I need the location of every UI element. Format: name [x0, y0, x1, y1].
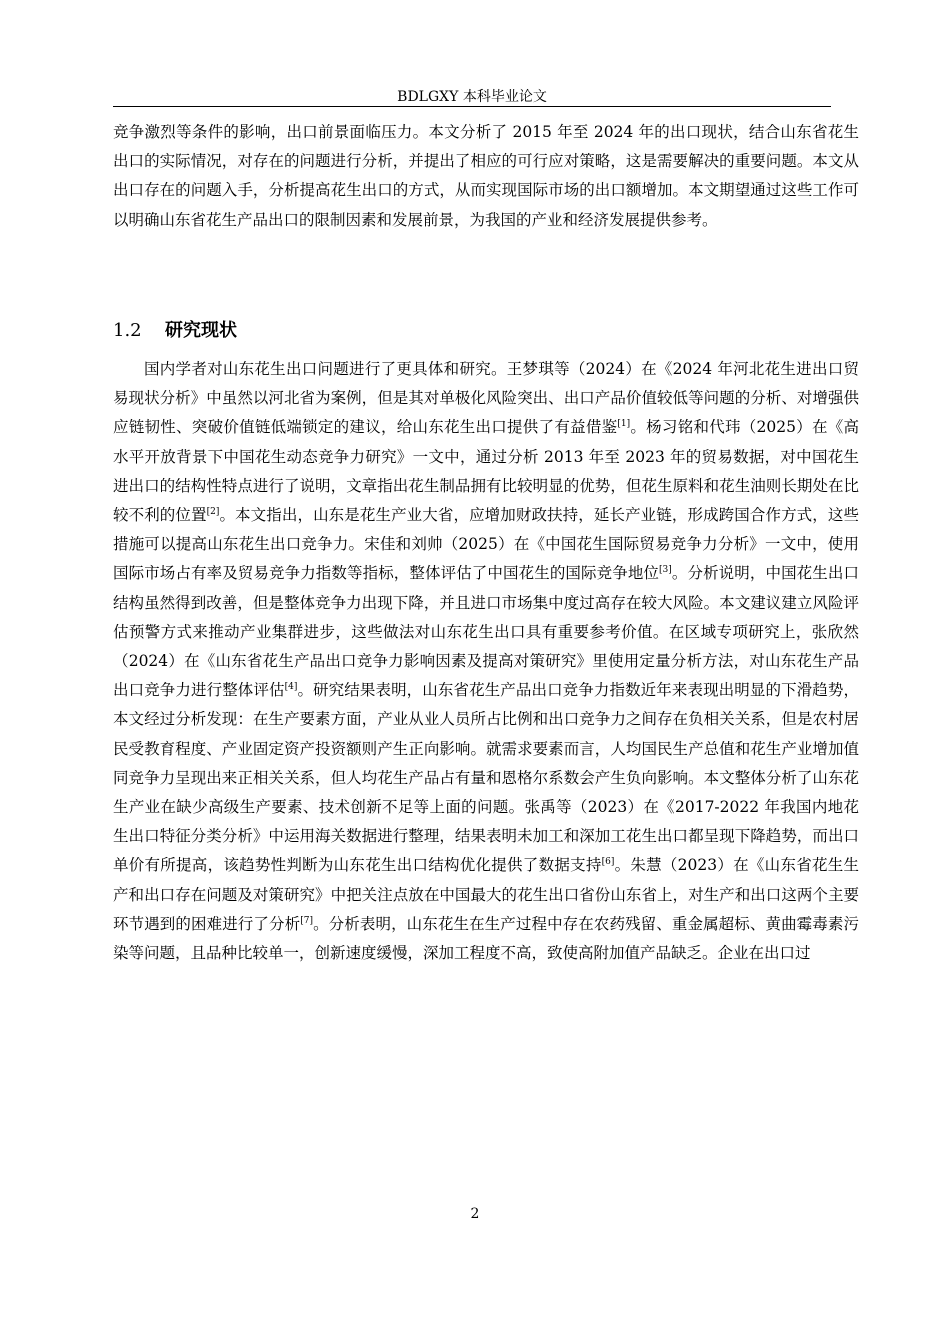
text-segment: 。朱慧（2023）在《山东省花生生产和出口存在问题及对策研究》中把关注点放在中国最大的花生出口省份山东省上，对生产和出口这两个主要环节遇到的困难进行了分析 — [113, 856, 859, 933]
intro-paragraph-block — [113, 118, 859, 235]
page-number: 2 — [470, 1206, 480, 1222]
citation-ref: [7] — [300, 915, 313, 926]
citation-ref: [2] — [206, 507, 220, 518]
citation-ref: [6] — [601, 857, 615, 868]
citation-ref: [1] — [617, 419, 631, 430]
text-segment: 。杨习铭和代玮（2025）在《高水平开放背景下中国花生动态竞争力研究》一文中，通过分析 2013 年至 2023 年的贸易数据，对中国花生进出口的结构性特点进行了说明，文章指出花生制品拥有比较明显的优势，但花生原料和花生油则长期处在比较不利的位置 — [113, 418, 859, 525]
header-divider — [113, 106, 831, 107]
main-paragraph — [113, 355, 859, 968]
citation-ref: [4] — [284, 682, 298, 693]
section-number: 1.2 — [113, 320, 142, 341]
text-segment: 。研究结果表明，山东省花生产品出口竞争力指数近年来表现出明显的下滑趋势，本文经过分析发现：在生产要素方面，产业从业人员所占比例和出口竞争力之间存在负相关关系，但是农村居民受教育程度、产业固定资产投资额则产生正向影响。就需求要素而言，人均国民生产总值和花生产业增加值同竞争力呈现出来正相关关系，但人均花生产品占有量和恩格尔系数会产生负向影响。本文整体分析了山东花生产业在缺少高级生产要素、技术创新不足等上面的问题。张禹等（2023）在《2017-2022 年我国内地花生出口特征分类分析》中运用海关数据进行整理，结果表明未加工和深加工花生出口都呈现下降趋势，而出口单价有所提高，该趋势性判断为山东花生出口结构优化提供了数据支持 — [113, 681, 859, 875]
intro-paragraph: 竞争激烈等条件的影响，出口前景面临压力。本文分析了 2015 年至 2024 年的出口现状，结合山东省花生出口的实际情况，对存在的问题进行分析，并提出了相应的可行应对策略，这是需要解决的重要问题。本文从出口存在的问题入手，分析提高花生出口的方式，从而实现国际市场的出口额增加。本文期望通过这些工作可以明确山东省花生产品出口的限制因素和发展前景，为我国的产业和经济发展提供参考。 — [113, 123, 859, 229]
citation-ref: [3] — [659, 565, 672, 576]
text-segment: 国内学者对山东花生出口问题进行了更具体和研究。王梦琪等（2024）在《2024 年河北花生进出口贸易现状分析》中虽然以河北省为案例，但是其对单极化风险突出、出口产品价值较低等问题的分析、对增强供应链韧性、突破价值链低端锁定的建议，给山东花生出口提供了有益借鉴 — [113, 360, 859, 437]
text-segment: 。本文指出，山东是花生产业大省，应增加财政扶持，延长产业链，形成跨国合作方式，这些措施可以提高山东花生出口竞争力。宋佳和刘帅（2025）在《中国花生国际贸易竞争力分析》一文中，使用国际市场占有率及贸易竞争力指数等指标，整体评估了中国花生的国际竞争地位 — [113, 506, 859, 583]
text-segment: 。分析表明，山东花生在生产过程中存在农药残留、重金属超标、黄曲霉毒素污染等问题，且品种比较单一，创新速度缓慢，深加工程度不高，致使高附加值产品缺乏。企业在出口过 — [113, 914, 859, 963]
section-title: 研究现状 — [165, 320, 237, 341]
page-header-title: BDLGXY 本科毕业论文 — [397, 89, 547, 105]
section-heading — [113, 316, 237, 342]
main-paragraph-block — [113, 355, 859, 968]
text-segment: 。分析说明，中国花生出口结构虽然得到改善，但是整体竞争力出现下降，并且进口市场集中度过高存在较大风险。本文建议建立风险评估预警方式来推动产业集群进步，这些做法对山东花生出口具有重要参考价值。在区域专项研究上，张欣然（2024）在《山东省花生产品出口竞争力影响因素及提高对策研究》里使用定量分析方法，对山东花生产品出口竞争力进行整体评估 — [113, 564, 859, 700]
